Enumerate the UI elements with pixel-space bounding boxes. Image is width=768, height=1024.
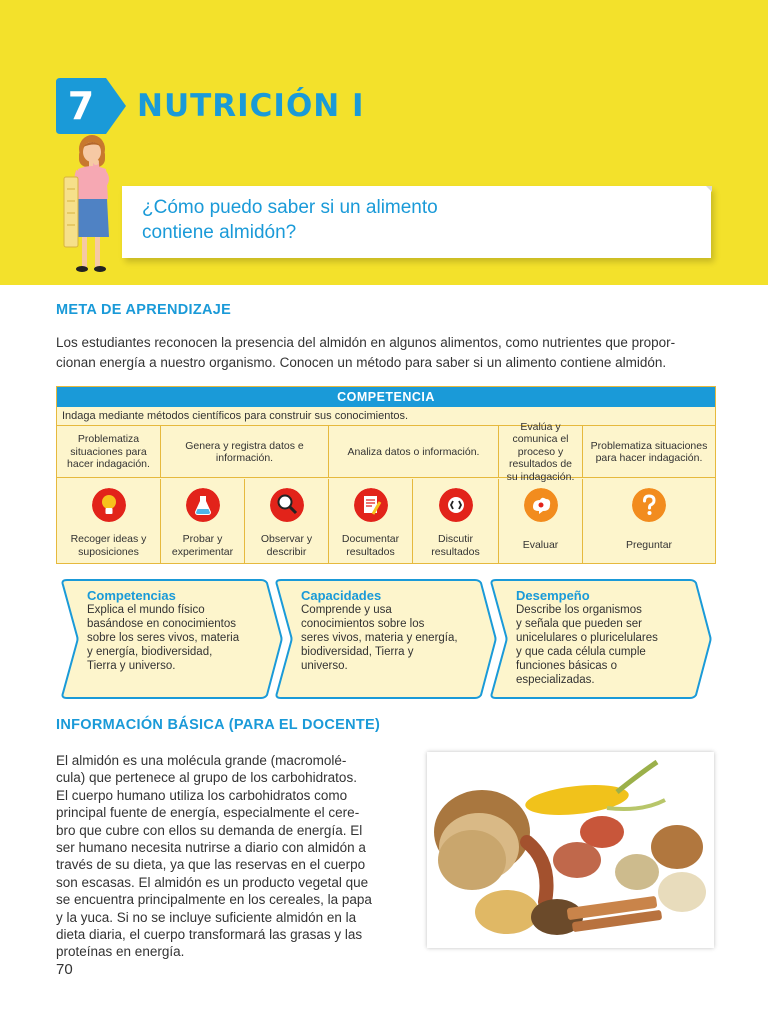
document-icon — [354, 488, 388, 522]
skill-cell: Probar y experimentar — [161, 479, 245, 563]
competencia-table — [56, 386, 716, 564]
card-text: Describe los organismos y señala que pueden ser unicelulares o pluricelulares y que cada célula cumple funciones básicas o especializadas. — [516, 604, 658, 686]
question-card — [122, 186, 711, 258]
evaluate-icon — [524, 488, 558, 522]
discussion-icon — [439, 488, 473, 522]
unit-badge — [56, 78, 126, 134]
process-cell: Problematiza situaciones para hacer indagación. — [590, 439, 708, 464]
flask-icon — [186, 488, 220, 522]
card-text: Explica el mundo físico basándose en conocimientos sobre los seres vivos, materia y energía, biodiversidad, Tierra y universo. — [87, 604, 240, 672]
question-icon — [632, 488, 666, 522]
process-cell: Evalúa y comunica el proceso y resultados de su indagación. — [499, 426, 583, 478]
card-title: Competencias — [87, 588, 176, 603]
skill-cell: Recoger ideas y suposiciones — [57, 479, 161, 563]
skill-cell: Observar y describir — [245, 479, 329, 563]
process-cell: Analiza datos o información. — [329, 426, 499, 478]
page-number: 70 — [56, 961, 73, 978]
guiding-question: ¿Cómo puedo saber si un alimento contiene almidón? — [142, 197, 438, 243]
skill-cell: Evaluar — [499, 479, 583, 563]
process-cell: Problematiza situaciones para hacer indagación. — [57, 426, 161, 478]
skill-cell: Documentar resultados — [329, 479, 413, 563]
meta-heading: META DE APRENDIZAJE — [56, 302, 232, 318]
unit-number: 7 — [67, 84, 95, 128]
card-title: Capacidades — [301, 588, 382, 603]
skill-cell: Preguntar — [583, 479, 715, 563]
desempeno-card — [484, 578, 714, 700]
starchy-foods-photo — [427, 752, 714, 948]
process-row — [57, 420, 715, 483]
card-text: Comprende y usa conocimientos sobre los seres vivos, materia y energía, biodiversidad, Tierra y universo. — [301, 604, 458, 672]
header-banner — [0, 0, 768, 285]
teacher-illustration — [62, 133, 132, 281]
magnifier-icon — [270, 488, 304, 522]
skill-row — [57, 479, 715, 563]
card-title: Desempeño — [516, 588, 590, 603]
info-paragraph: El almidón es una molécula grande (macromolé- cula) que pertenece al grupo de los carbohidratos. El cuerpo humano utiliza los carbohidratos como principal fuente de energía, especialmente el cere- bro que cubre con ellos su demanda de energía. El ser humano necesita nutrirse a diario con almidón a través de su dieta, ya que las reservas en el cuerpo son escasas. El almidón es un producto vegetal que se encuentra principalmente en los cereales, la papa y la yuca. Si no se incluye suficiente almidón en la dieta diaria, el cuerpo transformará las grasas y las proteínas en energía. — [56, 753, 372, 960]
unit-title: NUTRICIÓN I — [137, 88, 365, 124]
meta-description: Los estudiantes reconocen la presencia del almidón en algunos alimentos, como nutrientes que propor- cionan energía a nuestro organismo. Conocen un método para saber si un alimento contiene almidón. — [56, 335, 676, 370]
process-cell: Genera y registra datos e información. — [161, 426, 329, 478]
competencia-header: COMPETENCIA — [57, 387, 715, 407]
lightbulb-icon — [92, 488, 126, 522]
competencia-subheader: Indaga mediante métodos científicos para construir sus conocimientos. — [57, 407, 715, 426]
info-heading: INFORMACIÓN BÁSICA (PARA EL DOCENTE) — [56, 717, 381, 733]
competencias-card — [55, 578, 285, 700]
capacidades-card — [269, 578, 499, 700]
skill-cell: Discutir resultados — [413, 479, 499, 563]
